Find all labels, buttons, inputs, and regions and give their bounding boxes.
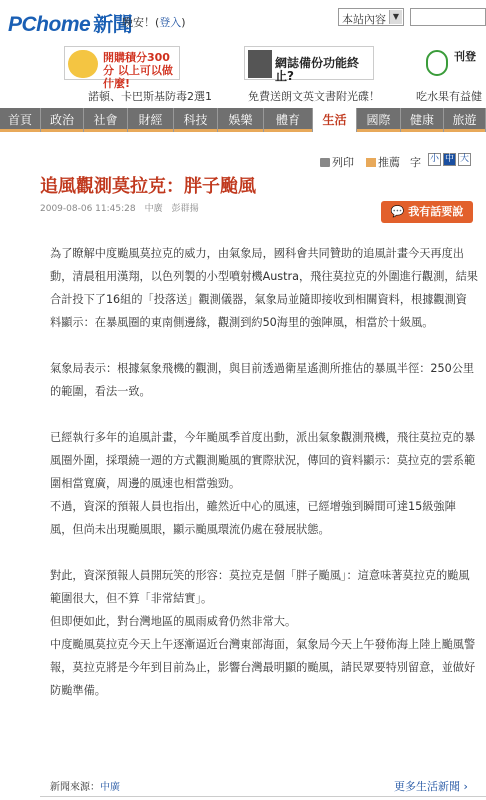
main-nav: [0, 108, 486, 132]
search-scope-select[interactable]: [338, 8, 404, 26]
article-paragraph: 對此，資深預報人員開玩笑的形容：莫拉克是個「胖子颱風」：這意味著莫拉克的颱風範圍很大，但不算「非常結實」。: [50, 569, 470, 605]
comment-button-label: 我有話要說: [408, 205, 464, 218]
search-input[interactable]: [410, 8, 486, 26]
nav-item-tech[interactable]: 科技: [174, 108, 218, 132]
font-size-large[interactable]: 大: [459, 154, 469, 164]
source-link[interactable]: 中廣: [100, 782, 120, 793]
recommend-label: 推薦: [378, 156, 400, 169]
headline-link[interactable]: 吃水果有益健: [416, 90, 482, 103]
site-logo[interactable]: [8, 8, 132, 37]
recommend-link[interactable]: [366, 154, 400, 170]
ad-text: 開購積分300分 以上可以做什麼!: [103, 51, 173, 90]
paragraph-spacer: [50, 403, 478, 426]
comment-icon: 💬: [390, 205, 405, 218]
article-paragraph: 不過，資深的預報人員也指出，雖然近中心的風速，已經增強到瞬間可達15級強陣風，但尚未出現颱風眼，顯示颱風環流仍處在發展狀態。: [50, 500, 456, 536]
nav-item-society[interactable]: 社會: [84, 108, 128, 132]
font-size-small[interactable]: 小: [429, 154, 439, 164]
logo-sub: 新聞: [93, 14, 133, 36]
print-label: 列印: [332, 156, 354, 169]
nav-item-sports[interactable]: 體育: [264, 108, 313, 132]
mascot-icon: [68, 50, 98, 78]
logo-text: PChome: [8, 13, 91, 36]
login-link[interactable]: 登入: [159, 16, 182, 29]
article-title: 追風觀測莫拉克：胖子颱風: [40, 176, 256, 197]
news-source: [50, 778, 120, 793]
article-paragraph: 但即便如此，對台灣地區的風雨威脅仍然非常大。: [50, 615, 297, 628]
paragraph-spacer: [50, 334, 478, 357]
greeting-text: 晚安！(: [122, 16, 160, 29]
chevron-down-icon: ▼: [389, 10, 402, 24]
ad-banners: [0, 44, 486, 90]
paragraph-spacer: [50, 541, 478, 564]
article-meta: 2009-08-06 11:45:28 中廣 彭群揚: [40, 204, 199, 214]
article-paragraph: 為了瞭解中度颱風莫拉克的威力，由氣象局，國科會共同贊助的追風計畫今天再度出動，清晨租用漢翔，以色列製的小型噴射機Austra，飛往莫拉克的外圍進行觀測，結果合計投下了16組的「投落送」觀測儀器，氣象局並隨即接收到相關資料，根據觀測資料顯示：在暴風圈的東南側邊緣，觀測到約50海里的強陣風，相當於十級風。: [50, 247, 478, 329]
greeting-end: ): [181, 16, 186, 29]
article-paragraph: 中度颱風莫拉克今天上午逐漸逼近台灣東部海面，氣象局今天上午發佈海上陸上颱風警報，莫拉克將是今年到目前為止，影響台灣最明顯的颱風，請民眾要特別留意，並做好防颱準備。: [50, 638, 476, 697]
divider: [40, 796, 486, 797]
nav-item-politics[interactable]: 政治: [41, 108, 84, 132]
headline-link[interactable]: 免費送朗文英文書附光碟！: [248, 90, 380, 103]
headline-strip: [0, 88, 486, 102]
font-size-medium[interactable]: 中: [444, 154, 454, 164]
mail-icon: [366, 158, 376, 167]
nav-item-international[interactable]: 國際: [357, 108, 401, 132]
nav-item-health[interactable]: 健康: [401, 108, 444, 132]
ad-banner-points[interactable]: [64, 46, 180, 90]
source-label: 新聞來源：: [50, 782, 100, 793]
print-link[interactable]: [320, 154, 354, 170]
article-paragraph: 已經執行多年的追風計畫，今年颱風季首度出動，派出氣象觀測飛機，飛往莫拉克的暴風圈外圍，採環繞一週的方式觀測颱風的實際狀況，傳回的資料顯示：莫拉克的雲系範圍相當寬廣，周邊的風速也相當強勁。: [50, 431, 476, 490]
font-size-label: 字: [410, 156, 421, 169]
ad-banner-blog[interactable]: [244, 46, 374, 83]
nav-item-life[interactable]: 生活: [313, 108, 357, 132]
article-tools: [0, 154, 486, 168]
nav-item-entertainment[interactable]: 娛樂: [218, 108, 264, 132]
top-bar: [0, 0, 486, 40]
search-scope-value: 本站內容: [342, 13, 386, 26]
nav-item-home[interactable]: 首頁: [0, 108, 41, 132]
character-icon: [426, 50, 448, 76]
comment-button[interactable]: [381, 201, 473, 223]
more-news-link[interactable]: 更多生活新聞 ›: [394, 780, 468, 793]
nav-item-travel[interactable]: 旅遊: [444, 108, 486, 132]
printer-icon: [320, 158, 330, 167]
nav-item-finance[interactable]: 財經: [128, 108, 174, 132]
greeting: [122, 14, 186, 30]
headline-link[interactable]: 諾頓、卡巴斯基防毒2選1: [88, 90, 212, 103]
article-body: [50, 242, 478, 702]
ad-text: 網誌備份功能終止?: [275, 56, 360, 83]
article-paragraph: 氣象局表示：根據氣象飛機的觀測，與目前透過衛星遙測所推估的暴風半徑：250公里的範圍，看法一致。: [50, 362, 475, 398]
ad-banner-post[interactable]: [424, 46, 486, 80]
blog-icon: [248, 50, 272, 78]
ad-text: 刊登: [454, 50, 476, 63]
